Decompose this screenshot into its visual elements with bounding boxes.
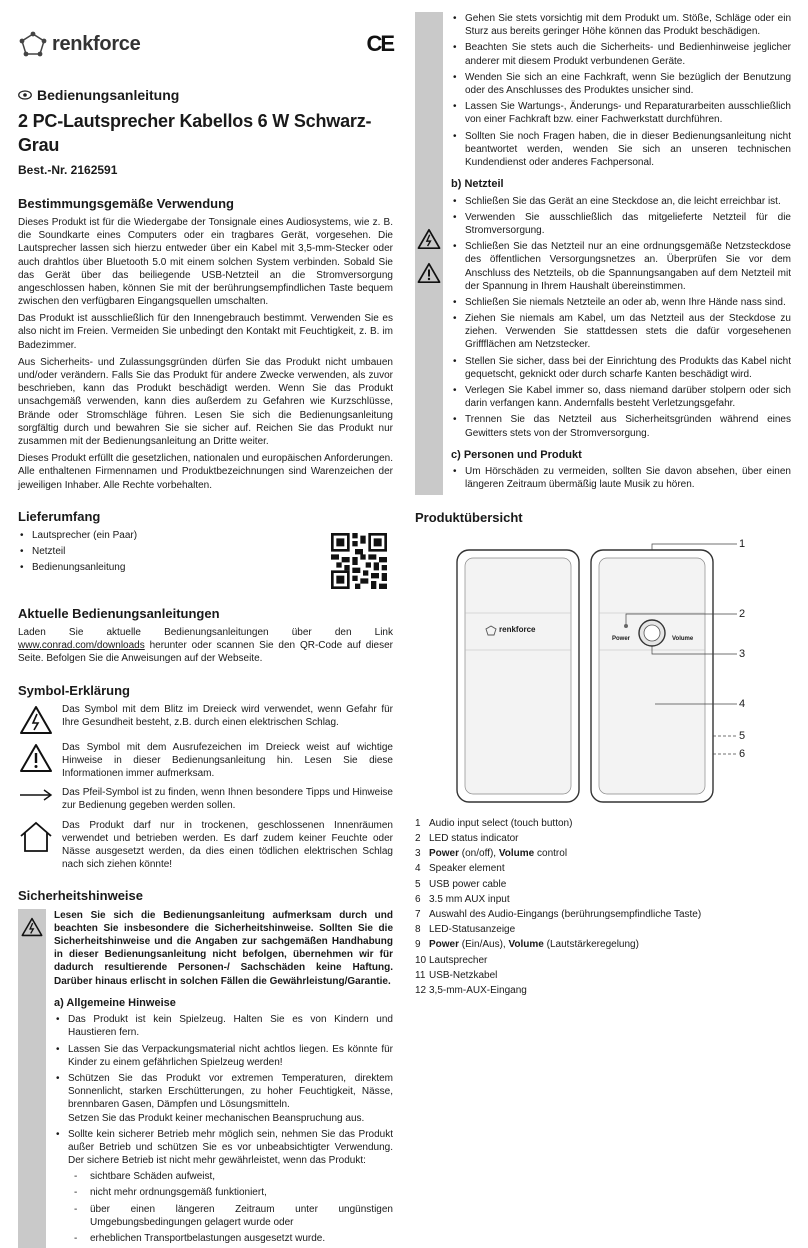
intended-use-heading: Bestimmungsgemäße Verwendung (18, 195, 234, 211)
led-indicator (624, 624, 628, 628)
safety-block (18, 909, 393, 1248)
exclamation-warning-icon (417, 262, 441, 284)
intended-use-p2: Das Produkt ist ausschließlich für den Innengebrauch bestimmt. Verwenden Sie es also nicht im Freien. Vermeiden Sie unbedingt den Kontakt mit Feuchtigkeit, z. B. im Badezimmer. (18, 313, 393, 351)
intended-use-p3: Aus Sicherheits- und Zulassungsgründen dürfen Sie das Produkt nicht umbauen und/oder verändern. Falls Sie das Produkt für andere Zwecke verwenden, als zuvor beschrieben, kann das Produkt beschädigt werden. Wenn Sie das Produkt unsachgemäß verwenden, kann dies außerdem zu Gefahren wie Kurzschlüsse, Brände oder Stromschläge führen. Lesen Sie sich die Bedienungsanleitung sorgfältig durch und bewahren Sie sie sicher auf. Reichen Sie das Produkt nur zusammen mit der Bedienungsanleitung an Dritte weiter. (18, 356, 393, 447)
list-item: 10 Lautsprecher (415, 954, 488, 966)
manual-label-text: Bedienungsanleitung (37, 87, 180, 103)
list-item: 4 Speaker element (415, 863, 505, 875)
lightning-warning-icon (417, 228, 441, 250)
scope-heading: Lieferumfang (18, 508, 101, 524)
list-item: - über einen längeren Zeitraum unter ungünstigen Umgebungsbedingungen gelagert wurde oder (68, 1203, 393, 1229)
speaker-pair-diagram (415, 532, 791, 807)
left-column (18, 22, 393, 1248)
list-item: 2 LED status indicator (415, 833, 519, 844)
safety-side-bar (18, 909, 46, 1248)
arrow-right-icon (19, 788, 53, 802)
qr-code-icon[interactable] (331, 533, 387, 589)
list-item: • Lassen Sie Wartungs-, Änderungs- und Reparaturarbeiten ausschließlich von einer Fachkraft bzw. einer Fachwerkstatt durchführen. (451, 100, 791, 126)
list-item: 7 Auswahl des Audio-Eingangs (berührungsempfindliche Taste) (415, 908, 702, 920)
list-item: 12 3,5-mm-AUX-Eingang (415, 984, 527, 996)
list-item: • Lassen Sie das Verpackungsmaterial nicht achtlos liegen. Es könnte für Kinder zu einem gefährlichen Spielzeug werden! (54, 1043, 393, 1069)
list-item: • Netzteil (18, 545, 137, 558)
list-item: • Schließen Sie das Netzteil nur an eine ordnungsgemäße Netzsteckdose des öffentlichen Versorgungsnetzes an. Überprüfen Sie vor dem Anschluss des Netzteils, ob die Spannungsangaben auf dem Netzteil mit der Spannung in Ihrem Haushalt übereinstimmen. (451, 240, 791, 293)
manuals-heading: Aktuelle Bedienungsanleitungen (18, 605, 220, 621)
list-item: - nicht mehr ordnungsgemäß funktioniert, (68, 1186, 393, 1199)
list-item: • Trennen Sie das Netzteil aus Sicherheitsgründen während eines Gewitters stets von der Stromversorgung. (451, 413, 791, 439)
general-heading: a) Allgemeine Hinweise (54, 996, 176, 1009)
manual-label (18, 86, 393, 104)
persons-heading: c) Personen und Produkt (451, 448, 582, 461)
list-item: - erheblichen Transportbelastungen ausgesetzt wurde. (68, 1232, 393, 1245)
list-item: • Wenden Sie sich an eine Fachkraft, wenn Sie bezüglich der Benutzung oder des Anschlusses des Produktes unsicher sind. (451, 71, 791, 97)
lightning-warning-icon (19, 705, 53, 735)
list-item: • Schließen Sie niemals Netzteile an oder ab, wenn Ihre Hände nass sind. (451, 296, 791, 309)
renkforce-logo-icon (18, 31, 48, 57)
condition-list (68, 1170, 393, 1245)
persons-list (451, 465, 791, 491)
lightning-warning-icon (21, 917, 43, 937)
list-item: • Schließen Sie das Gerät an eine Steckdose an, die leicht erreichbar ist. (451, 195, 791, 208)
list-item: • Stellen Sie sicher, dass bei der Einrichtung des Produkts das Kabel nicht gequetscht, geknickt oder durch scharfe Kanten beschädigt wird. (451, 355, 791, 381)
list-item: 5 USB power cable (415, 878, 507, 890)
eye-icon (18, 90, 32, 100)
list-item: • Beachten Sie stets auch die Sicherheits- und Bedienhinweise jeglicher anderer mit diesem Produkt verbundenen Geräte. (451, 41, 791, 67)
scope-list (18, 529, 137, 589)
list-item: • Gehen Sie stets vorsichtig mit dem Produkt um. Stöße, Schläge oder ein Sturz aus bereits geringer Höhe können das Produkt beschädigen. (451, 12, 791, 38)
diagram-brand-label: renkforce (499, 624, 536, 634)
symbol-row-exclamation (18, 741, 393, 781)
scope-row (18, 529, 393, 589)
list-item: 8 LED-Statusanzeige (415, 924, 516, 936)
list-item: 9 Power (Ein/Aus), Volume (Lautstärkeregelung) (415, 939, 639, 951)
component-list (415, 817, 791, 997)
list-item: 6 3.5 mm AUX input (415, 893, 510, 905)
brand-logo (18, 31, 140, 57)
safety-side-bar (415, 12, 443, 495)
symbol-row-house (18, 819, 393, 872)
symbol-house-text: Das Produkt darf nur in trockenen, geschlossenen Innenräumen verwendet und betrieben werden. Es darf zudem keiner Feuchte oder Nässe ausgesetzt werden, da dies einen tödlichen elektrischen Schlag nach sich ziehen könnte! (62, 819, 393, 871)
list-item: • Verlegen Sie Kabel immer so, dass niemand darüber stolpern oder sich darin verfangen kann. Andernfalls besteht Verletzungsgefahr. (451, 384, 791, 410)
volume-label: Volume (672, 635, 694, 642)
right-column (415, 12, 791, 999)
list-item: • Bedienungsanleitung (18, 561, 137, 574)
callout-5: 5 (739, 729, 746, 742)
list-item: • Sollten Sie noch Fragen haben, die in dieser Bedienungsanleitung nicht beantwortet werden, wenden Sie sich an unseren technischen Kundendienst oder anderes Fachpersonal. (451, 130, 791, 170)
list-item: • Um Hörschäden zu vermeiden, sollten Sie davon absehen, über einen längeren Zeitraum übermäßig laute Musik zu hören. (451, 465, 791, 491)
list-item: - sichtbare Schäden aufweist, (68, 1170, 393, 1183)
symbol-row-lightning (18, 703, 393, 735)
safety-intro: Lesen Sie sich die Bedienungsanleitung aufmerksam durch und beachten Sie insbesondere die Sicherheitshinweise. Sollten Sie die Sicherheitshinweise und die Angaben zur sachgemäßen Handhabung in dieser Bedienungsanleitung nicht befolgen, übernehmen wir für dadurch resultierende Personen-/ Sachschäden keine Haftung. Darüber hinaus erlischt in solchen Fällen die Gewährleistung/Garantie. (54, 909, 393, 987)
list-item: • Schützen Sie das Produkt vor extremen Temperaturen, direktem Sonnenlicht, starken Erschütterungen, zu hoher Feuchtigkeit, Nässe, brennbaren Gasen, Dämpfen und Lösungsmitteln. Setzen Sie das Produkt keiner mechanischen Beanspruchung aus. (54, 1072, 393, 1125)
brand-name: renkforce (52, 32, 141, 55)
exclamation-warning-icon (19, 743, 53, 773)
intended-use-p1: Dieses Produkt ist für die Wiedergabe der Tonsignale eines Audiosystems, wie z. B. die Soundkarte eines Computers oder ein tragbares Gerät, vorgesehen. Die Lautsprecher lassen sich hierzu entweder über ein Kabel mit 3,5-mm-Stecker oder auch drahtlos über Bluetooth 5.0 mit einem solchen System verbinden. Sobald Sie das Gerät über das beiliegende USB-Netzteil an die Stromversorgung angeschlossen haben, können Sie mit der berührungsempfindlichen Taste bequem zwischen den verfügbaren Eingangsquellen umschalten. (18, 216, 393, 308)
power-label: Power (612, 635, 631, 642)
downloads-link[interactable]: www.conrad.com/downloads (18, 640, 145, 652)
manuals-text: Laden Sie aktuelle Bedienungsanleitungen über den Link www.conrad.com/downloads herunter oder scannen Sie den QR-Code auf dieser Seite. Befolgen Sie die Anweisungen auf der Webseite. (18, 627, 393, 665)
page-title: 2 PC-Lautsprecher Kabellos 6 W Schwarz-Grau (18, 111, 372, 156)
list-item: • Sollte kein sicherer Betrieb mehr möglich sein, nehmen Sie das Produkt außer Betrieb und schützen Sie es vor unbeabsichtigter Verwendung. Der sichere Betrieb ist nicht mehr gewährleistet, wenn das Produkt: - sichtbare Schäden aufweist, - nicht mehr ordnungsgemäß funktioniert, - über einen längeren Zeitraum unter ungünstigen Umgebungsbedingungen gelagert wurde oder - erheblichen Transportbelastungen ausgesetzt wurde. (54, 1128, 393, 1246)
general-list-continued (451, 12, 791, 169)
product-diagram (415, 532, 791, 807)
callout-6: 6 (739, 747, 746, 760)
order-number: Best.-Nr. 2162591 (18, 162, 118, 177)
symbol-exclamation-text: Das Symbol mit dem Ausrufezeichen im Dreieck weist auf wichtige Hinweise in dieser Bedienungsanleitung hin. Lesen Sie diese Informationen immer aufmerksam. (62, 741, 393, 780)
list-item: • Verwenden Sie ausschließlich das mitgelieferte Netzteil für die Stromversorgung. (451, 211, 791, 237)
safety-body (54, 909, 393, 1248)
ce-mark: CE (366, 31, 393, 57)
list-item: • Das Produkt ist kein Spielzeug. Halten Sie es von Kindern und Haustieren fern. (54, 1013, 393, 1039)
callout-3: 3 (739, 647, 746, 660)
overview-heading: Produktübersicht (415, 509, 523, 525)
safety-block-continued (415, 12, 791, 495)
callout-1: 1 (739, 537, 746, 550)
list-item: 1 Audio input select (touch button) (415, 817, 573, 829)
callout-2: 2 (739, 607, 746, 620)
intended-use-p4: Dieses Produkt erfüllt die gesetzlichen, nationalen und europäischen Anforderungen. Alle enthaltenen Firmennamen und Produktbezeichnungen sind Warenzeichen der jeweiligen Inhaber. Alle Rechte vorbehalten. (18, 453, 393, 491)
symbol-arrow-text: Das Pfeil-Symbol ist zu finden, wenn Ihnen besondere Tipps und Hinweise zur Bedienung gegeben werden sollen. (62, 787, 393, 812)
symbols-heading: Symbol-Erklärung (18, 682, 130, 698)
list-item: • Ziehen Sie niemals am Kabel, um das Netzteil aus der Steckdose zu ziehen. Verwenden Sie stattdessen stets die dafür vorgesehenen Griffflächen am Netzstecker. (451, 312, 791, 352)
power-supply-list (451, 195, 791, 440)
list-item: 11 USB-Netzkabel (415, 969, 498, 981)
logo-row (18, 22, 393, 66)
safety-body-continued (451, 12, 791, 495)
list-item: • Lautsprecher (ein Paar) (18, 529, 137, 542)
symbol-lightning-text: Das Symbol mit dem Blitz im Dreieck wird verwendet, wenn Gefahr für Ihre Gesundheit besteht, z.B. durch einen elektrischen Schlag. (62, 703, 393, 728)
safety-heading: Sicherheitshinweise (18, 888, 143, 904)
house-icon (19, 821, 53, 853)
list-item: 3 Power (on/off), Volume control (415, 848, 568, 860)
general-list (54, 1013, 393, 1245)
power-supply-heading: b) Netzteil (451, 178, 504, 191)
symbol-row-arrow (18, 786, 393, 812)
callout-4: 4 (739, 697, 746, 710)
